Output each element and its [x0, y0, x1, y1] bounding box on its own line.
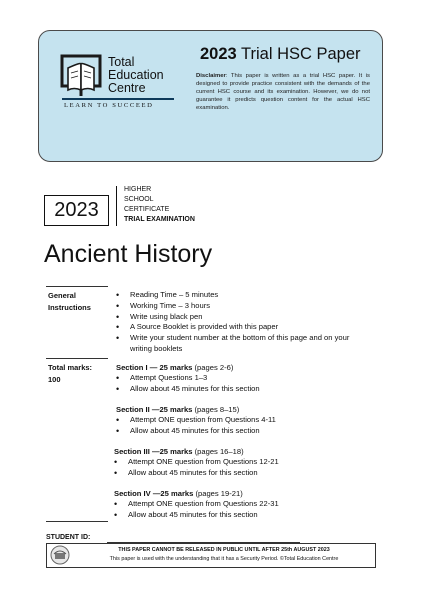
- security-seal-icon: [50, 545, 70, 565]
- section-heading-bold: Section II —25 marks: [116, 405, 193, 414]
- label-line: General: [48, 291, 76, 300]
- section-heading-pages: (pages 16–18): [192, 447, 244, 456]
- total-marks-label: Total marks:: [48, 363, 93, 372]
- total-marks-value: 100: [48, 375, 61, 384]
- section-heading-pages: (pages 8–15): [192, 405, 240, 414]
- list-item: • Reading Time – 5 minutes: [116, 290, 356, 301]
- cert-line-trial: TRIAL EXAMINATION: [124, 216, 195, 223]
- section-heading: [116, 404, 366, 415]
- logo-underline: [62, 98, 174, 100]
- student-id-label: STUDENT ID:: [46, 534, 91, 541]
- section-list: [114, 457, 364, 479]
- general-instructions-list: [116, 290, 356, 355]
- section-list: [116, 373, 366, 395]
- paper-title-year: 2023: [200, 45, 237, 63]
- section-heading: [116, 362, 366, 373]
- list-item: • Allow about 45 minutes for this section: [116, 384, 366, 395]
- list-item: • Working Time – 3 hours: [116, 301, 356, 312]
- list-item: • Attempt ONE question from Questions 4-11: [116, 415, 366, 426]
- section-4: [114, 488, 364, 521]
- list-item: • Attempt ONE question from Questions 22-31: [114, 499, 364, 510]
- cert-line-certificate: CERTIFICATE: [124, 206, 170, 213]
- paper-title-rest: Trial HSC Paper: [241, 45, 361, 63]
- list-item: • Allow about 45 minutes for this section: [116, 426, 366, 437]
- list-item: • Attempt Questions 1–3: [116, 373, 366, 384]
- list-item: • Attempt ONE question from Questions 12-21: [114, 457, 364, 468]
- security-period-notice: This paper is used with the understanding that it has a Security Period. ©Total Education Centre: [109, 556, 339, 562]
- logo-line: Education: [108, 68, 164, 82]
- section-list: [116, 415, 366, 437]
- section-heading-bold: Section I — 25 marks: [116, 363, 193, 372]
- marks-rule-top: [46, 358, 108, 359]
- disclaimer-label: Disclaimer: [196, 73, 226, 79]
- section-heading-bold: Section IV —25 marks: [114, 489, 194, 498]
- list-item: • A Source Booklet is provided with this paper: [116, 322, 356, 333]
- exam-title: Ancient History: [44, 240, 213, 268]
- section-heading-pages: (pages 2-6): [192, 363, 234, 372]
- list-item: • Allow about 45 minutes for this section: [114, 468, 364, 479]
- section-3: [114, 446, 364, 479]
- disclaimer-text: : This paper is written as a trial HSC paper. It is designed to provide practice consistent with the demands of the current HSC course and its examination. However, we do not guarantee it predicts question content for the actual HSC examination.: [196, 73, 370, 111]
- list-item: • Write your student number at the bottom of this page and on your writing booklets: [116, 333, 356, 355]
- cert-line-school: SCHOOL: [124, 196, 154, 203]
- exam-year-box: 2023: [44, 195, 109, 226]
- section-1: [116, 362, 366, 395]
- section-2: [116, 404, 366, 437]
- disclaimer: [196, 73, 370, 113]
- list-item: • Allow about 45 minutes for this section: [114, 510, 364, 521]
- logo-wordmark: [108, 56, 164, 95]
- section-heading: [114, 488, 364, 499]
- release-notice: THIS PAPER CANNOT BE RELEASED IN PUBLIC UNTIL AFTER 25th AUGUST 2023: [118, 547, 330, 553]
- section-heading-bold: Section III —25 marks: [114, 447, 193, 456]
- sections-rule-bottom: [46, 521, 108, 522]
- logo-line: Centre: [108, 81, 146, 95]
- section-list: [114, 499, 364, 521]
- cert-line-higher: HIGHER: [124, 186, 152, 193]
- logo-tagline: LEARN TO SUCCEED: [64, 102, 154, 109]
- paper-title: [200, 45, 361, 64]
- year-divider: [116, 186, 117, 226]
- label-line: Instructions: [48, 303, 91, 312]
- list-item: • Write using black pen: [116, 312, 356, 323]
- section-heading: [114, 446, 364, 457]
- instructions-rule-top: [46, 286, 108, 287]
- total-marks-block: [48, 362, 92, 386]
- logo-line: Total: [108, 55, 135, 69]
- section-heading-pages: (pages 19-21): [193, 489, 243, 498]
- general-instructions-label: [48, 290, 91, 314]
